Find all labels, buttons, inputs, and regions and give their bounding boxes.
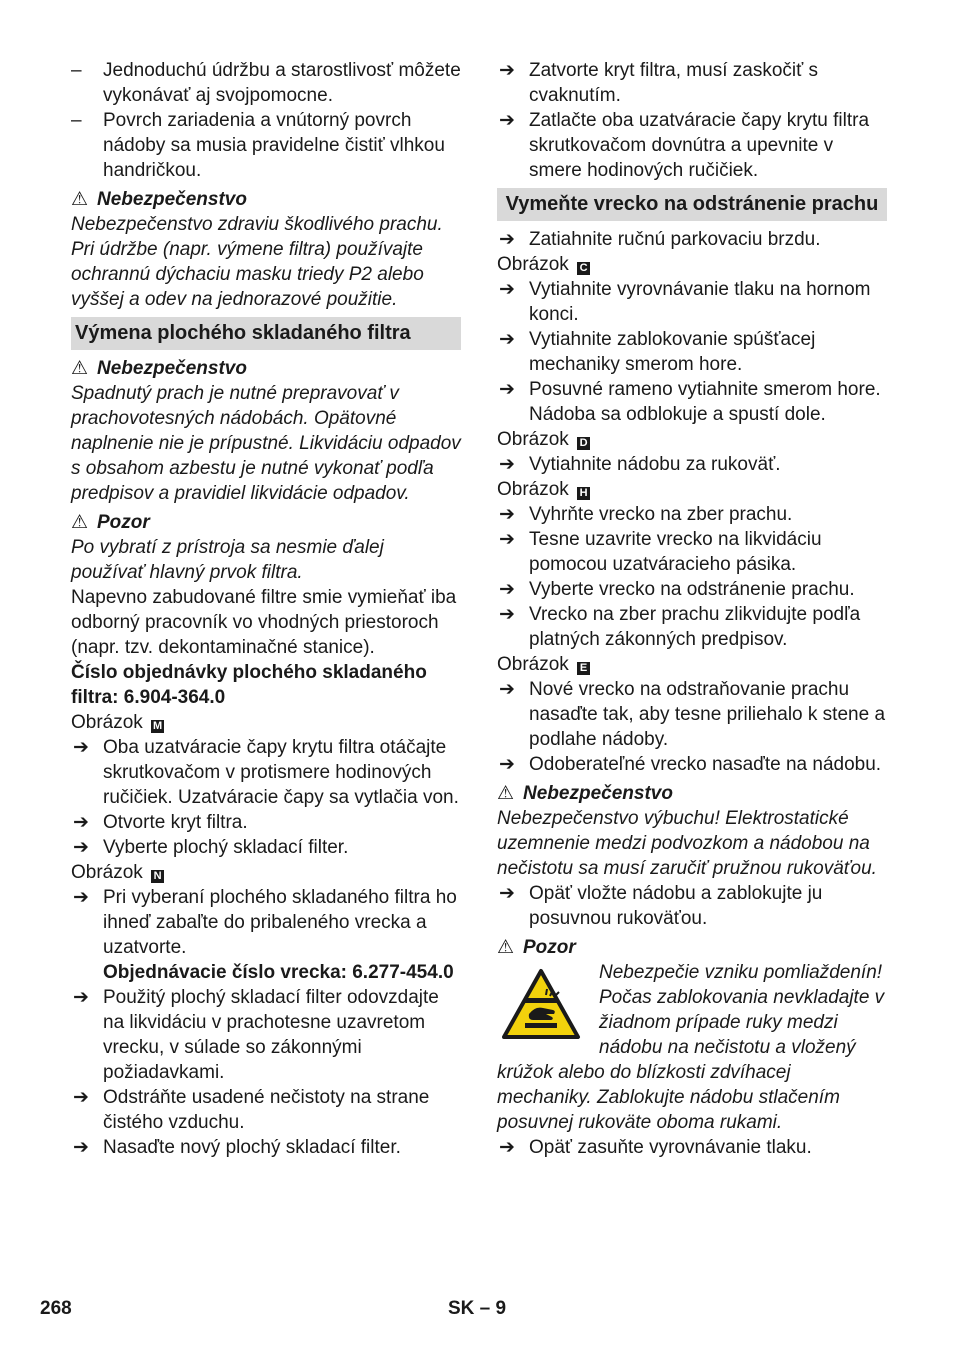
danger-text: Nebezpečenstvo výbuchu! Elektrostatické uzemnenie medzi podvozkom a nádobou na nečistotu sa musí zaručiť pružnou rukoväťou.	[497, 808, 877, 879]
step-item	[497, 108, 887, 183]
caution-text: Nebezpečie vzniku pomliaždenín! Počas zablokovania nevkladajte v žiadnom prípade ruky medzi nádobu na nečistotu a vložený krúžok alebo do blízkosti zdvíhacej mechaniky. Zablokujte nádobu stlačením posuvnej rukoväte oboma rukami.	[497, 962, 885, 1133]
step-item	[497, 881, 887, 931]
arrow-right-icon: ➔	[499, 110, 515, 131]
step-text: Vyhrňte vrecko na zber prachu.	[529, 504, 793, 525]
arrow-right-icon: ➔	[499, 754, 515, 775]
caution-label	[497, 935, 887, 960]
page-number: 268	[40, 1298, 72, 1319]
caution-title: Pozor	[97, 512, 150, 533]
arrow-right-icon: ➔	[73, 737, 89, 758]
arrow-right-icon: ➔	[73, 987, 89, 1008]
arrow-right-icon: ➔	[73, 1137, 89, 1158]
step-item	[497, 58, 887, 108]
order-number: Číslo objednávky plochého skladaného filtra: 6.904-364.0	[71, 662, 427, 708]
step-text: Opäť vložte nádobu a zablokujte ju posuvnou rukoväťou.	[529, 883, 823, 929]
step-text: Použitý plochý skladací filter odovzdajte na likvidáciu v prachotesne uzavretom vrecku, v súlade so zákonnými požiadavkami.	[103, 987, 439, 1083]
step-text: Vytiahnite nádobu za rukoväť.	[529, 454, 781, 475]
arrow-right-icon: ➔	[499, 679, 515, 700]
arrow-right-icon: ➔	[499, 229, 515, 250]
section-label: SK – 9	[448, 1298, 507, 1319]
figure-ref	[71, 860, 461, 885]
step-text: Vytiahnite vyrovnávanie tlaku na hornom konci.	[529, 279, 871, 325]
arrow-right-icon: ➔	[499, 1137, 515, 1158]
warning-triangle-icon: ⚠	[71, 358, 89, 379]
figure-key: D	[577, 437, 590, 450]
right-column	[497, 58, 887, 1160]
arrow-right-icon: ➔	[73, 837, 89, 858]
caution-label	[71, 510, 461, 535]
arrow-right-icon: ➔	[499, 454, 515, 475]
arrow-right-icon: ➔	[73, 1087, 89, 1108]
warning-triangle-icon: ⚠	[71, 512, 89, 533]
figure-ref	[497, 652, 887, 677]
caution-title: Pozor	[523, 937, 576, 958]
danger-title: Nebezpečenstvo	[97, 358, 247, 379]
step-item	[497, 277, 887, 327]
danger-label	[71, 187, 461, 212]
figure-ref	[497, 427, 887, 452]
figure-label: Obrázok	[71, 862, 143, 883]
step-text: Tesne uzavrite vrecko na likvidáciu pomocou uzatváracieho pásika.	[529, 529, 822, 575]
figure-key: C	[577, 262, 590, 275]
step-text: Vyberte plochý skladací filter.	[103, 837, 349, 858]
bag-order-number: Objednávacie číslo vrecka: 6.277-454.0	[103, 962, 454, 983]
dash-bullet: –	[71, 110, 82, 131]
step-text: Otvorte kryt filtra.	[103, 812, 248, 833]
figure-ref	[497, 252, 887, 277]
arrow-right-icon: ➔	[499, 60, 515, 81]
step-text: Nasaďte nový plochý skladací filter.	[103, 1137, 401, 1158]
crush-warning-block	[497, 960, 887, 1135]
figure-key: E	[577, 662, 590, 675]
figure-label: Obrázok	[497, 654, 569, 675]
step-item	[497, 1135, 887, 1160]
danger-label	[71, 356, 461, 381]
step-text: Odstráňte usadené nečistoty na strane čistého vzduchu.	[103, 1087, 430, 1133]
step-text: Zatiahnite ručnú parkovaciu brzdu.	[529, 229, 821, 250]
arrow-right-icon: ➔	[499, 579, 515, 600]
arrow-right-icon: ➔	[499, 529, 515, 550]
step-text: Zatlačte oba uzatváracie čapy krytu filtra skrutkovačom dovnútra a upevnite v smere hodinových ručičiek.	[529, 110, 870, 181]
arrow-right-icon: ➔	[499, 604, 515, 625]
arrow-right-icon: ➔	[73, 887, 89, 908]
step-item	[71, 1085, 461, 1135]
figure-ref	[71, 710, 461, 735]
hand-crush-warning-icon	[501, 968, 581, 1040]
danger-title: Nebezpečenstvo	[97, 189, 247, 210]
step-text: Nové vrecko na odstraňovanie prachu nasaďte tak, aby tesne priliehalo k stene a podlahe nádoby.	[529, 679, 886, 750]
step-item	[71, 1135, 461, 1160]
section-heading: Výmena plochého skladaného filtra	[71, 317, 461, 350]
step-text: Vrecko na zber prachu zlikvidujte podľa platných zákonných predpisov.	[529, 604, 861, 650]
step-item	[497, 227, 887, 252]
left-column	[71, 58, 461, 1160]
list-item-text: Jednoduchú údržbu a starostlivosť môžete vykonávať aj svojpomocne.	[103, 60, 461, 106]
warning-triangle-icon: ⚠	[71, 189, 89, 210]
figure-label: Obrázok	[71, 712, 143, 733]
step-item	[71, 885, 461, 960]
step-text: Pri vyberaní plochého skladaného filtra ho ihneď zabaľte do pribaleného vrecka a uzatvorte.	[103, 887, 457, 958]
figure-key: H	[577, 487, 590, 500]
step-item	[497, 327, 887, 377]
figure-label: Obrázok	[497, 429, 569, 450]
step-item	[71, 985, 461, 1085]
arrow-right-icon: ➔	[499, 379, 515, 400]
figure-ref	[497, 477, 887, 502]
warning-triangle-icon: ⚠	[497, 783, 515, 804]
step-text: Oba uzatváracie čapy krytu filtra otáčajte skrutkovačom v protismere hodinových ručičiek. Uzatváracie čapy sa vytlačia von.	[103, 737, 459, 808]
step-text: Opäť zasuňte vyrovnávanie tlaku.	[529, 1137, 812, 1158]
step-item	[497, 502, 887, 527]
danger-title: Nebezpečenstvo	[523, 783, 673, 804]
paragraph: Napevno zabudované filtre smie vymieňať iba odborný pracovník vo vhodných priestoroch (napr. tzv. dekontaminačné stanice).	[71, 587, 457, 658]
arrow-right-icon: ➔	[499, 883, 515, 904]
step-item	[71, 810, 461, 835]
section-heading: Vymeňte vrecko na odstránenie prachu	[497, 188, 887, 221]
step-item	[497, 577, 887, 602]
caution-text: Po vybratí z prístroja sa nesmie ďalej používať hlavný prvok filtra.	[71, 537, 384, 583]
step-item	[497, 452, 887, 477]
arrow-right-icon: ➔	[499, 504, 515, 525]
step-item	[71, 735, 461, 810]
list-item-text: Povrch zariadenia a vnútorný povrch nádoby sa musia pravidelne čistiť vlhkou handričkou.	[103, 110, 445, 181]
warning-triangle-icon: ⚠	[497, 937, 515, 958]
step-text: Vytiahnite zablokovanie spúšťacej mechaniky smerom hore.	[529, 329, 816, 375]
dash-bullet: –	[71, 60, 82, 81]
step-text: Posuvné rameno vytiahnite smerom hore. Nádoba sa odblokuje a spustí dole.	[529, 379, 881, 425]
figure-key: N	[151, 870, 164, 883]
danger-text: Spadnutý prach je nutné prepravovať v prachovotesných nádobách. Opätovné naplnenie nie je prípustné. Likvidáciu odpadov s obsahom azbestu je nutné vykonať podľa predpisov a pravidiel likvidácie odpadov.	[71, 383, 461, 504]
step-item	[497, 677, 887, 752]
step-item	[497, 527, 887, 577]
step-item	[71, 835, 461, 860]
figure-key: M	[153, 720, 163, 732]
step-text: Zatvorte kryt filtra, musí zaskočiť s cvaknutím.	[529, 60, 819, 106]
figure-label: Obrázok	[497, 479, 569, 500]
figure-label: Obrázok	[497, 254, 569, 275]
step-item	[497, 377, 887, 427]
list-item	[71, 108, 461, 183]
step-text: Odoberateľné vrecko nasaďte na nádobu.	[529, 754, 882, 775]
arrow-right-icon: ➔	[499, 329, 515, 350]
step-item	[497, 752, 887, 777]
arrow-right-icon: ➔	[73, 812, 89, 833]
step-item	[497, 602, 887, 652]
step-text: Vyberte vrecko na odstránenie prachu.	[529, 579, 855, 600]
danger-label	[497, 781, 887, 806]
list-item	[71, 58, 461, 108]
arrow-right-icon: ➔	[499, 279, 515, 300]
danger-text: Nebezpečenstvo zdraviu škodlivého prachu. Pri údržbe (napr. výmene filtra) používajte ochrannú dýchaciu masku triedy P2 alebo vyššej a odev na jednorazové použitie.	[71, 214, 443, 310]
